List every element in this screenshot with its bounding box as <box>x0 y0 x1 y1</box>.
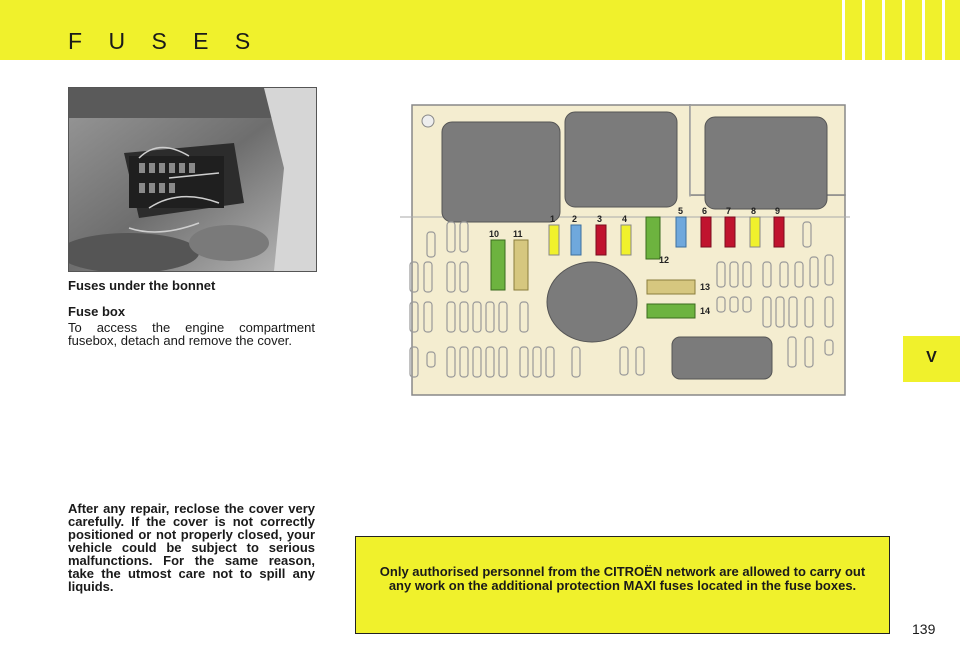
fuse-label-6: 6 <box>702 206 708 216</box>
header-stripe <box>862 0 865 60</box>
chapter-tab-label: V <box>926 349 937 366</box>
page-title: F U S E S <box>68 28 261 54</box>
fuse-label-11: 11 <box>513 229 523 239</box>
section-subheading: Fuse box <box>68 304 126 319</box>
header-stripe <box>922 0 925 60</box>
instruction-paragraph: To access the engine compartment fusebox, detach and remove the cover. <box>68 320 315 348</box>
fusebox-diagram <box>400 97 850 400</box>
fuse-label-7: 7 <box>726 206 732 216</box>
section-heading: Fuses under the bonnet <box>68 278 216 293</box>
fuse-label-8: 8 <box>751 206 757 216</box>
fusebox-diagram-svg <box>400 97 850 400</box>
fuse-label-14: 14 <box>700 306 711 316</box>
page-number: 139 <box>912 621 936 637</box>
header-stripe <box>882 0 885 60</box>
fuse-label-1: 1 <box>550 214 556 224</box>
maxi-fuse-notice <box>355 536 890 634</box>
fuse-label-10: 10 <box>489 229 500 239</box>
notice-text: Only authorised personnel from the CITROËN network are allowed to carry out any work on the additional protection MAXI fuses located in the fuse boxes. <box>379 564 866 593</box>
fuse-label-2: 2 <box>572 214 578 224</box>
photo-illustration <box>69 88 316 271</box>
chapter-tab <box>903 336 960 382</box>
header-stripe <box>942 0 945 60</box>
fuse-label-12: 12 <box>659 255 670 265</box>
fuse-label-3: 3 <box>597 214 603 224</box>
header-stripe <box>902 0 905 60</box>
warning-paragraph: After any repair, reclose the cover very carefully. If the cover is not correctly positioned or not properly closed, your vehicle could be subject to serious malfunctions. For the same reason, take the utmost care not to spill any liquids. <box>68 501 315 594</box>
fuse-label-13: 13 <box>700 282 711 292</box>
header-stripe <box>842 0 845 60</box>
fuse-label-5: 5 <box>678 206 684 216</box>
fuse-label-4: 4 <box>622 214 628 224</box>
page-header <box>0 0 960 60</box>
fuse-label-9: 9 <box>775 206 781 216</box>
engine-fusebox-photo <box>68 87 317 272</box>
